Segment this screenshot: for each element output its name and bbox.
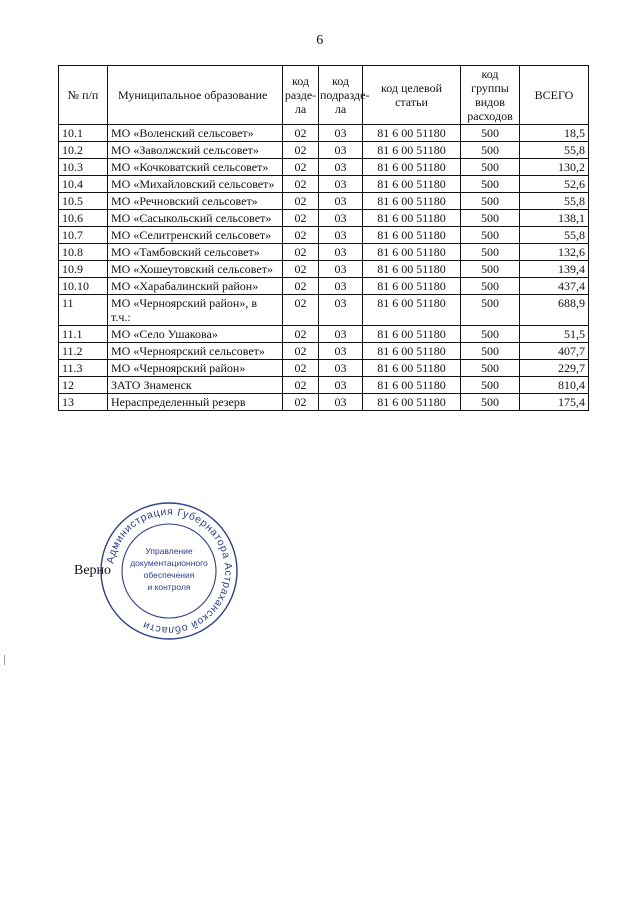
row-total: 18,5 <box>520 125 589 142</box>
row-num: 10.1 <box>59 125 108 142</box>
row-total: 138,1 <box>520 210 589 227</box>
row-group: 500 <box>461 394 520 411</box>
row-target: 81 6 00 51180 <box>363 142 461 159</box>
row-municipality: МО «Село Ушакова» <box>108 326 283 343</box>
row-target: 81 6 00 51180 <box>363 125 461 142</box>
row-group: 500 <box>461 377 520 394</box>
row-municipality: МО «Речновский сельсовет» <box>108 193 283 210</box>
table-row <box>59 326 589 343</box>
row-group: 500 <box>461 261 520 278</box>
row-municipality: МО «Черноярский район», в т.ч.: <box>108 295 283 326</box>
row-subsection: 03 <box>319 326 363 343</box>
row-group: 500 <box>461 278 520 295</box>
header-num: № п/п <box>59 66 108 125</box>
row-total: 55,8 <box>520 193 589 210</box>
row-total: 688,9 <box>520 295 589 326</box>
row-total: 130,2 <box>520 159 589 176</box>
row-municipality: МО «Харабалинский район» <box>108 278 283 295</box>
table-row <box>59 360 589 377</box>
header-target-code: код целевой статьи <box>363 66 461 125</box>
row-subsection: 03 <box>319 295 363 326</box>
row-num: 11 <box>59 295 108 326</box>
row-section: 02 <box>283 227 319 244</box>
row-target: 81 6 00 51180 <box>363 244 461 261</box>
row-num: 12 <box>59 377 108 394</box>
row-total: 51,5 <box>520 326 589 343</box>
row-group: 500 <box>461 125 520 142</box>
row-num: 10.9 <box>59 261 108 278</box>
row-section: 02 <box>283 210 319 227</box>
header-total: ВСЕГО <box>520 66 589 125</box>
row-municipality: МО «Михайловский сельсовет» <box>108 176 283 193</box>
stamp-seal-icon <box>98 500 240 642</box>
table-row <box>59 394 589 411</box>
row-total: 52,6 <box>520 176 589 193</box>
row-section: 02 <box>283 394 319 411</box>
row-target: 81 6 00 51180 <box>363 261 461 278</box>
row-municipality: МО «Заволжский сельсовет» <box>108 142 283 159</box>
table-row <box>59 295 589 326</box>
row-section: 02 <box>283 377 319 394</box>
row-section: 02 <box>283 343 319 360</box>
table-row <box>59 210 589 227</box>
row-section: 02 <box>283 295 319 326</box>
row-total: 229,7 <box>520 360 589 377</box>
row-subsection: 03 <box>319 360 363 377</box>
row-target: 81 6 00 51180 <box>363 159 461 176</box>
row-total: 139,4 <box>520 261 589 278</box>
row-section: 02 <box>283 244 319 261</box>
row-num: 10.6 <box>59 210 108 227</box>
row-group: 500 <box>461 142 520 159</box>
header-municipality: Муниципальное образование <box>108 66 283 125</box>
row-subsection: 03 <box>319 394 363 411</box>
row-section: 02 <box>283 278 319 295</box>
row-num: 11.3 <box>59 360 108 377</box>
row-num: 10.8 <box>59 244 108 261</box>
table-row <box>59 125 589 142</box>
row-section: 02 <box>283 125 319 142</box>
row-target: 81 6 00 51180 <box>363 394 461 411</box>
row-total: 132,6 <box>520 244 589 261</box>
row-subsection: 03 <box>319 210 363 227</box>
row-total: 810,4 <box>520 377 589 394</box>
page-number: 6 <box>316 33 324 48</box>
row-municipality: МО «Черноярский район» <box>108 360 283 377</box>
stamp-line-1: Управление <box>145 546 193 556</box>
row-municipality: МО «Кочковатский сельсовет» <box>108 159 283 176</box>
row-municipality: МО «Селитренский сельсовет» <box>108 227 283 244</box>
table-body <box>59 125 589 411</box>
row-municipality: МО «Хошеутовский сельсовет» <box>108 261 283 278</box>
header-subsection-code: код подразде-ла <box>319 66 363 125</box>
row-group: 500 <box>461 227 520 244</box>
table-row <box>59 278 589 295</box>
row-total: 55,8 <box>520 142 589 159</box>
stamp-line-4: и контроля <box>147 582 191 592</box>
row-target: 81 6 00 51180 <box>363 227 461 244</box>
row-subsection: 03 <box>319 278 363 295</box>
table-row <box>59 343 589 360</box>
row-group: 500 <box>461 244 520 261</box>
row-target: 81 6 00 51180 <box>363 278 461 295</box>
row-num: 10.2 <box>59 142 108 159</box>
row-target: 81 6 00 51180 <box>363 360 461 377</box>
row-total: 55,8 <box>520 227 589 244</box>
row-subsection: 03 <box>319 125 363 142</box>
official-stamp <box>98 500 240 642</box>
row-group: 500 <box>461 343 520 360</box>
row-target: 81 6 00 51180 <box>363 176 461 193</box>
row-group: 500 <box>461 295 520 326</box>
row-municipality: Нераспределенный резерв <box>108 394 283 411</box>
row-target: 81 6 00 51180 <box>363 343 461 360</box>
row-num: 10.4 <box>59 176 108 193</box>
table-row <box>59 261 589 278</box>
row-municipality: МО «Черноярский сельсовет» <box>108 343 283 360</box>
row-group: 500 <box>461 176 520 193</box>
row-section: 02 <box>283 360 319 377</box>
table-row <box>59 377 589 394</box>
row-num: 10.7 <box>59 227 108 244</box>
header-section-code: код разде-ла <box>283 66 319 125</box>
row-subsection: 03 <box>319 244 363 261</box>
row-subsection: 03 <box>319 193 363 210</box>
row-num: 11.2 <box>59 343 108 360</box>
table-header-row <box>59 66 589 125</box>
table-row <box>59 244 589 261</box>
header-expense-group-code: код группы видов расходов <box>461 66 520 125</box>
table-row <box>59 193 589 210</box>
stamp-line-3: обеспечения <box>143 570 195 580</box>
row-section: 02 <box>283 193 319 210</box>
row-group: 500 <box>461 360 520 377</box>
table-row <box>59 142 589 159</box>
row-subsection: 03 <box>319 343 363 360</box>
row-section: 02 <box>283 159 319 176</box>
row-municipality: МО «Воленский сельсовет» <box>108 125 283 142</box>
row-subsection: 03 <box>319 261 363 278</box>
row-target: 81 6 00 51180 <box>363 326 461 343</box>
row-target: 81 6 00 51180 <box>363 210 461 227</box>
scan-mark <box>4 655 5 665</box>
row-group: 500 <box>461 210 520 227</box>
row-subsection: 03 <box>319 227 363 244</box>
stamp-ring-text: Администрация Губернатора Астраханской области <box>104 505 235 637</box>
row-total: 175,4 <box>520 394 589 411</box>
table-row <box>59 176 589 193</box>
row-municipality: МО «Сасыкольский сельсовет» <box>108 210 283 227</box>
row-section: 02 <box>283 326 319 343</box>
row-total: 407,7 <box>520 343 589 360</box>
table-row <box>59 227 589 244</box>
row-subsection: 03 <box>319 142 363 159</box>
row-municipality: ЗАТО Знаменск <box>108 377 283 394</box>
row-target: 81 6 00 51180 <box>363 193 461 210</box>
row-num: 13 <box>59 394 108 411</box>
row-target: 81 6 00 51180 <box>363 295 461 326</box>
row-municipality: МО «Тамбовский сельсовет» <box>108 244 283 261</box>
row-section: 02 <box>283 142 319 159</box>
table-row <box>59 159 589 176</box>
row-subsection: 03 <box>319 159 363 176</box>
row-total: 437,4 <box>520 278 589 295</box>
row-num: 10.3 <box>59 159 108 176</box>
row-num: 10.10 <box>59 278 108 295</box>
row-subsection: 03 <box>319 377 363 394</box>
row-num: 10.5 <box>59 193 108 210</box>
budget-table <box>58 65 589 411</box>
row-subsection: 03 <box>319 176 363 193</box>
row-group: 500 <box>461 159 520 176</box>
certified-label: Верно <box>74 563 112 578</box>
row-section: 02 <box>283 261 319 278</box>
row-target: 81 6 00 51180 <box>363 377 461 394</box>
row-group: 500 <box>461 326 520 343</box>
row-num: 11.1 <box>59 326 108 343</box>
stamp-line-2: документационного <box>130 558 208 568</box>
row-group: 500 <box>461 193 520 210</box>
row-section: 02 <box>283 176 319 193</box>
